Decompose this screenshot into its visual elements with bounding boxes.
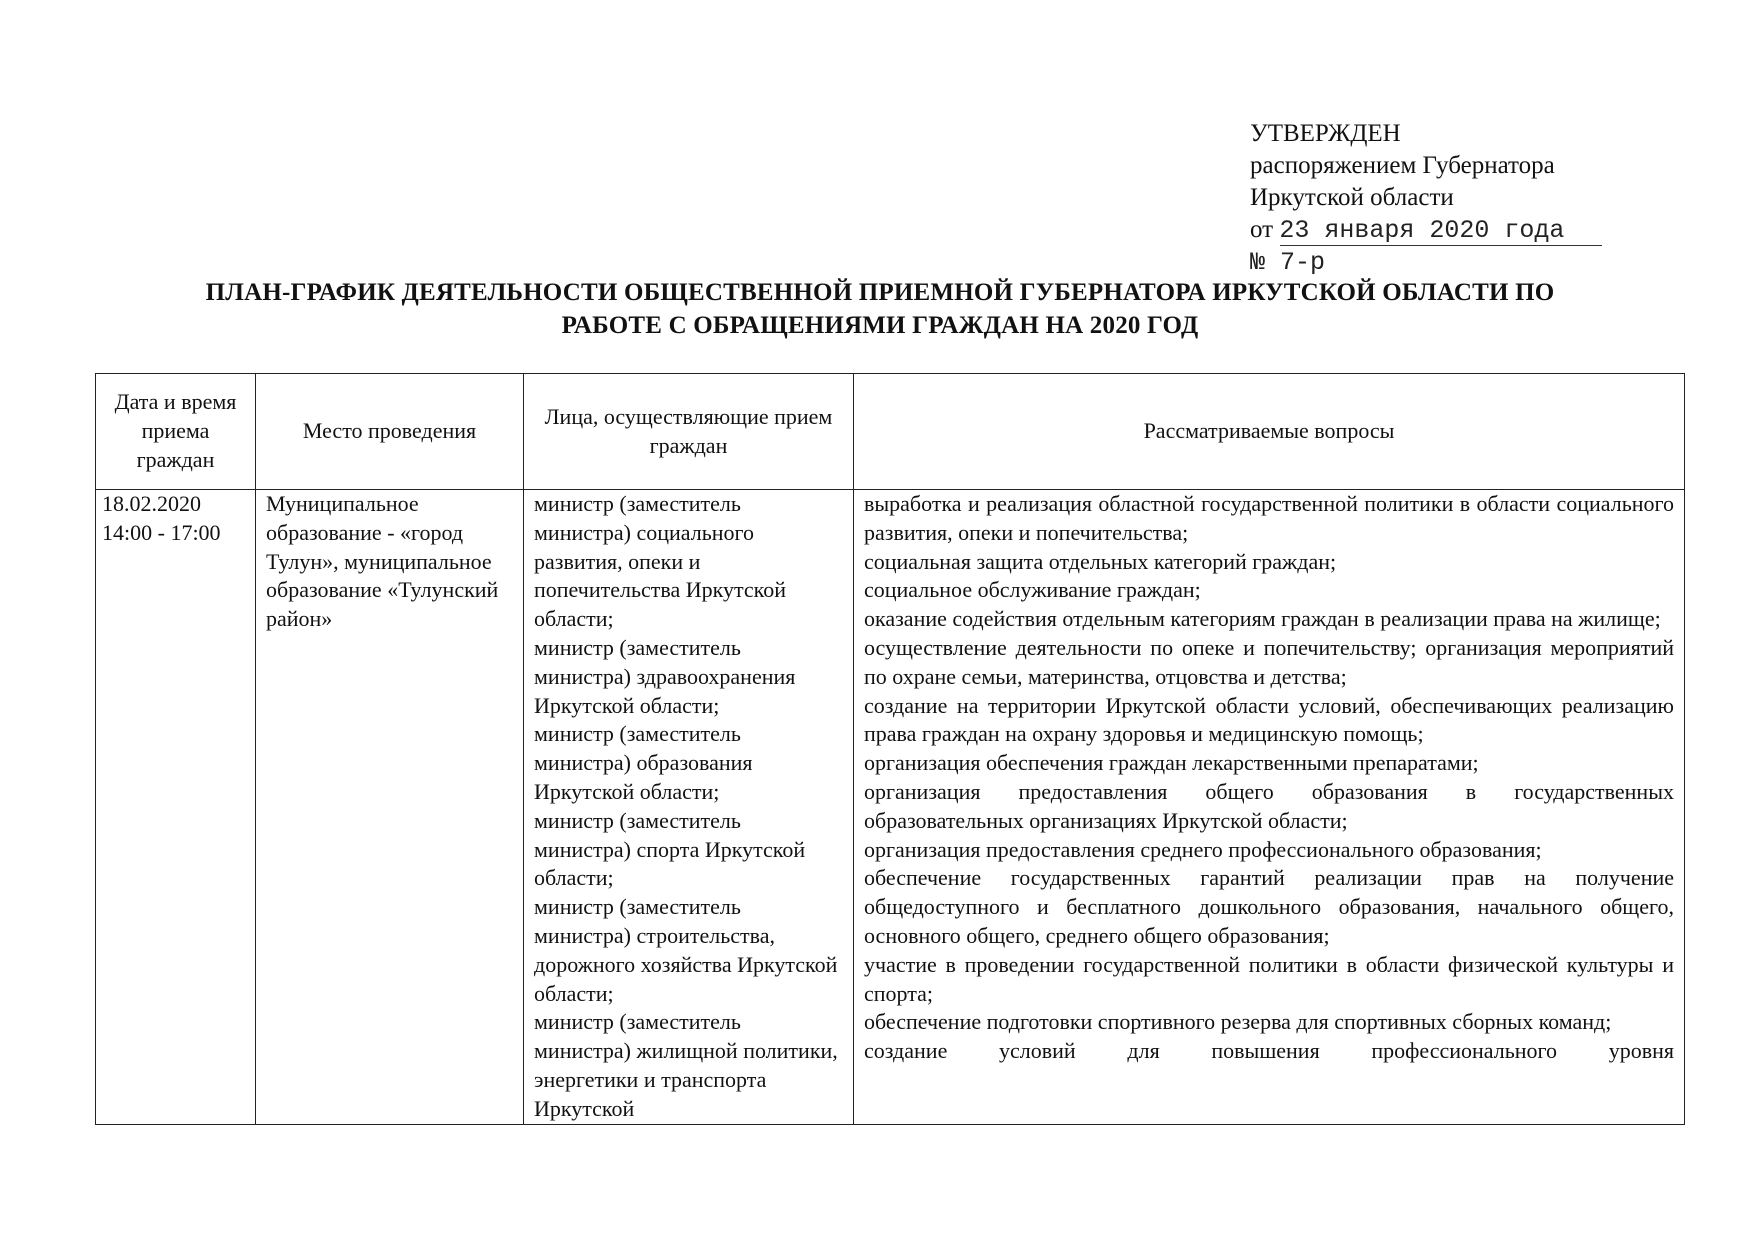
- approval-date-value: 23 января 2020 года: [1279, 216, 1565, 245]
- document-title-line-1: ПЛАН-ГРАФИК ДЕЯТЕЛЬНОСТИ ОБЩЕСТВЕННОЙ ПРИЕМНОЙ ГУБЕРНАТОРА ИРКУТСКОЙ ОБЛАСТИ ПО: [205, 279, 1555, 306]
- topic-item: оказание содействия отдельным категориям граждан в реализации права на жилище;: [864, 606, 1661, 632]
- topic-item: организация обеспечения граждан лекарственными препаратами;: [864, 750, 1479, 776]
- document-title: [60, 276, 1700, 342]
- person-item: министр (заместитель министра) спорта Иркутской области;: [534, 807, 806, 891]
- approval-line-order: распоряжением Губернатора: [1250, 152, 1555, 179]
- approval-number: [1250, 247, 1564, 279]
- header-place: Место проведения: [256, 374, 524, 490]
- reception-date: 18.02.2020: [102, 491, 201, 516]
- cell-persons: [524, 490, 854, 1125]
- approval-number-prefix: №: [1250, 248, 1266, 277]
- approval-heading: УТВЕРЖДЕН: [1250, 120, 1401, 147]
- topic-item: участие в проведении государственной политики в области физической культуры и спорта;: [864, 951, 1674, 1006]
- approval-line-region: Иркутской области: [1250, 184, 1454, 211]
- reception-place: Муниципальное образование - «город Тулун», муниципальное образование «Тулунский район»: [266, 491, 499, 632]
- approval-number-value: 7-р: [1280, 248, 1326, 277]
- approval-date-underline: [1280, 245, 1602, 246]
- person-item: министр (заместитель министра) образования Иркутской области;: [534, 721, 753, 804]
- topic-item: осуществление деятельности по опеке и попечительству; организация мероприятий по охране семьи, материнства, отцовства и детства;: [864, 634, 1674, 689]
- header-date-time: Дата и время приема граждан: [96, 374, 256, 490]
- approval-stamp: [1250, 118, 1564, 279]
- topic-item: создание условий для повышения профессионального уровня: [864, 1038, 1674, 1064]
- topic-item: социальное обслуживание граждан;: [864, 577, 1201, 603]
- approval-date: [1250, 214, 1564, 247]
- schedule-table: [95, 373, 1685, 1125]
- document-title-line-2: РАБОТЕ С ОБРАЩЕНИЯМИ ГРАЖДАН НА 2020 ГОД: [561, 312, 1199, 339]
- person-item: министр (заместитель министра) здравоохранения Иркутской области;: [534, 634, 796, 718]
- table-row: [96, 490, 1685, 1125]
- topic-item: социальная защита отдельных категорий граждан;: [864, 548, 1337, 574]
- person-item: министр (заместитель министра) жилищной политики, энергетики и транспорта Иркутской: [534, 1009, 838, 1121]
- topic-item: создание на территории Иркутской области условий, обеспечивающих реализацию права граждан на охрану здоровья и медицинскую помощь;: [864, 692, 1674, 747]
- cell-topics: [854, 490, 1685, 1125]
- cell-place: [256, 490, 524, 1125]
- topic-item: выработка и реализация областной государственной политики в области социального развития, опеки и попечительства;: [864, 491, 1674, 545]
- topic-item: организация предоставления общего образования в государственных образовательных организациях Иркутской области;: [864, 778, 1674, 833]
- header-persons: Лица, осуществляющие прием граждан: [524, 374, 854, 490]
- topic-item: обеспечение подготовки спортивного резерва для спортивных сборных команд;: [864, 1009, 1612, 1035]
- reception-time: 14:00 - 17:00: [102, 519, 221, 545]
- topic-item: организация предоставления среднего профессионального образования;: [864, 836, 1542, 862]
- header-topics: Рассматриваемые вопросы: [854, 374, 1685, 490]
- cell-date-time: [96, 490, 256, 1125]
- approval-date-prefix: от: [1250, 216, 1274, 243]
- topic-item: обеспечение государственных гарантий реализации прав на получение общедоступного и бесплатного дошкольного образования, начального общего, основного общего, среднего общего образования;: [864, 865, 1674, 948]
- table-header-row: [96, 374, 1685, 490]
- person-item: министр (заместитель министра) социального развития, опеки и попечительства Иркутской области;: [534, 491, 786, 632]
- person-item: министр (заместитель министра) строительства, дорожного хозяйства Иркутской области;: [534, 894, 838, 1006]
